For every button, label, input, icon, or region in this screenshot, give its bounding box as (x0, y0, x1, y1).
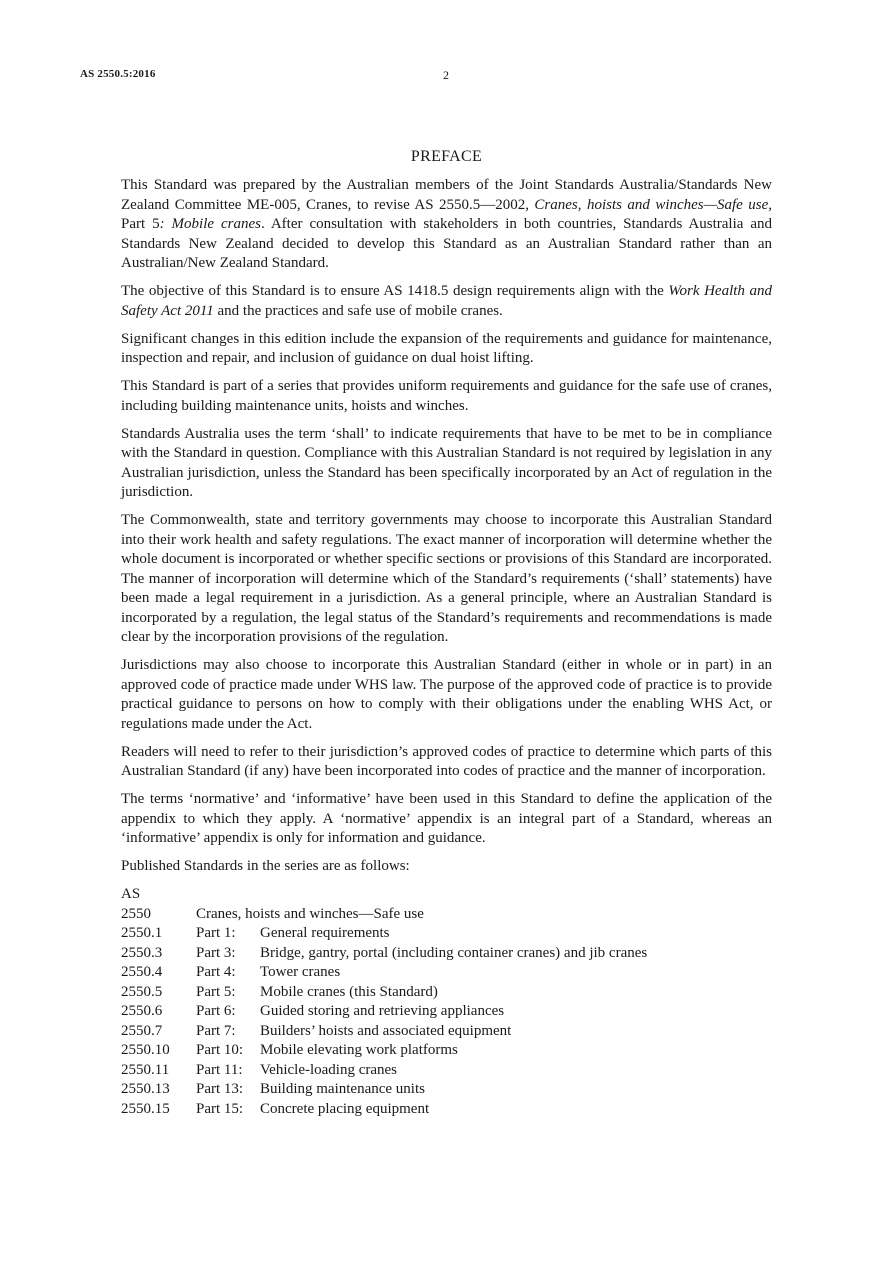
series-item (121, 1080, 772, 1100)
series-item (121, 1022, 772, 1042)
paragraph-1-text-e: . After consultation with stakeholders in both countries, Standards Australia and Standards New Zealand decided to develop this Standard as an Australian Standard rather than an Australian/New Zealand Standard. (121, 216, 772, 271)
series-number: 2550.4 (121, 964, 163, 980)
paragraph-5: Standards Australia uses the term ‘shall’ to indicate requirements that have to be met to be in compliance with the Standard in question. Compliance with this Australian Standard is not required by legislation in any Australian jurisdiction, unless the Standard has been specifically incorporated by an Act of regulation in the jurisdiction. (121, 425, 772, 500)
series-part: Part 3: (196, 944, 236, 961)
series-number: 2550.1 (121, 925, 163, 941)
paragraph-8: Readers will need to refer to their jurisdiction’s approved codes of practice to determine which parts of this Australian Standard (if any) have been incorporated into codes of practice and the manner of incorporation. (121, 743, 772, 779)
series-title: Building maintenance units (260, 1081, 425, 1097)
paragraph-1-italic-part: : Mobile cranes (159, 216, 261, 232)
series-title: Mobile cranes (this Standard) (260, 983, 438, 1000)
series-title: Guided storing and retrieving appliances (260, 1003, 505, 1019)
series-title: Cranes, hoists and winches—Safe use (196, 905, 424, 922)
paragraph-1-text-a: This Standard was prepared by the Australian members of the Joint Standards Australia/Standards New Zealand Committee ME-005, Cranes, to revise AS 2550.5—2002, (121, 177, 772, 213)
series-number: 2550.15 (121, 1100, 170, 1117)
series-part: Part 4: (196, 964, 236, 980)
series-title: Concrete placing equipment (260, 1100, 430, 1117)
series-title: General requirements (260, 925, 390, 941)
series-part: Part 6: (196, 1003, 236, 1019)
paragraph-4: This Standard is part of a series that provides uniform requirements and guidance for the safe use of cranes, including building maintenance units, hoists and winches. (121, 378, 772, 414)
paragraph-2 (121, 282, 772, 321)
paragraph-7: Jurisdictions may also choose to incorporate this Australian Standard (either in whole or in part) in an approved code of practice made under WHS law. The purpose of the approved code of practice is to provide practical guidance to persons on how to comply with their obligations under the enabling WHS Act, or regulations made under the Act. (121, 657, 772, 732)
series-title: Bridge, gantry, portal (including container cranes) and jib cranes (260, 944, 648, 961)
series-item (121, 983, 772, 1003)
paragraph-1 (121, 176, 772, 274)
series-item (121, 924, 772, 944)
series-number: 2550.10 (121, 1042, 170, 1058)
paragraph-10: Published Standards in the series are as follows: (121, 858, 410, 874)
series-prefix: AS (121, 886, 141, 902)
series-part: Part 10: (196, 1042, 244, 1058)
paragraph-2-text-a: The objective of this Standard is to ensure AS 1418.5 design requirements align with the (121, 283, 669, 299)
document-code: AS 2550.5:2016 (80, 68, 156, 80)
series-number: 2550.6 (121, 1003, 163, 1019)
paragraph-9: The terms ‘normative’ and ‘informative’ have been used in this Standard to define the application of the appendix to which they apply. A ‘normative’ appendix is an integral part of a Standard, whereas an ‘informative’ appendix is only for information and guidance. (121, 791, 772, 846)
paragraph-2-italic-act: Work Health and Safety Act 2011 (121, 283, 772, 319)
series-number: 2550.5 (121, 983, 163, 1000)
series-number: 2550.7 (121, 1022, 163, 1039)
series-title: Tower cranes (260, 964, 341, 980)
series-number: 2550.13 (121, 1081, 170, 1097)
series-item (121, 1041, 772, 1061)
paragraph-2-text-c: and the practices and safe use of mobile cranes. (213, 302, 503, 319)
series-number: 2550.11 (121, 1061, 170, 1078)
series-item (121, 944, 772, 964)
page-number: 2 (443, 68, 449, 82)
page-header (80, 68, 780, 82)
series-part: Part 5: (196, 983, 236, 1000)
series-item (121, 963, 772, 983)
series-title: Builders’ hoists and associated equipment (260, 1022, 512, 1039)
series-part: Part 15: (196, 1100, 244, 1117)
series-part: Part 13: (196, 1081, 244, 1097)
section-title: PREFACE (410, 148, 483, 165)
paragraph-1-text-c: Part 5 (121, 216, 160, 232)
series-item (121, 1100, 772, 1120)
paragraph-1-italic-title: Cranes, hoists and winches—Safe use, (534, 196, 772, 213)
series-item (121, 1061, 772, 1081)
paragraph-3: Significant changes in this edition include the expansion of the requirements and guidance for maintenance, inspection and repair, and inclusion of guidance on dual hoist lifting. (121, 330, 772, 366)
series-number: 2550.3 (121, 944, 163, 961)
preface-section (121, 147, 772, 1119)
series-title: Vehicle-loading cranes (260, 1061, 398, 1078)
series-item (121, 905, 772, 925)
series-part: Part 7: (196, 1022, 236, 1039)
series-item (121, 1002, 772, 1022)
series-part: Part 1: (196, 925, 236, 941)
paragraph-6: The Commonwealth, state and territory governments may choose to incorporate this Australian Standard into their work health and safety regulations. The exact manner of incorporation will determine whether the whole document is incorporated or whether specific sections or provisions of this Standard are incorporated. The manner of incorporation will determine which of the Standard’s requirements (‘shall’ statements) have been made a legal requirement in a jurisdiction. As a general principle, where an Australian Standard is incorporated by a regulation, the legal status of the Standard’s requirements and recommendations is made clear by the incorporation provisions of the regulation. (121, 512, 772, 645)
series-title: Mobile elevating work platforms (260, 1042, 458, 1058)
series-list (121, 885, 772, 1119)
series-part: Part 11: (196, 1061, 243, 1078)
series-number: 2550 (121, 905, 151, 922)
